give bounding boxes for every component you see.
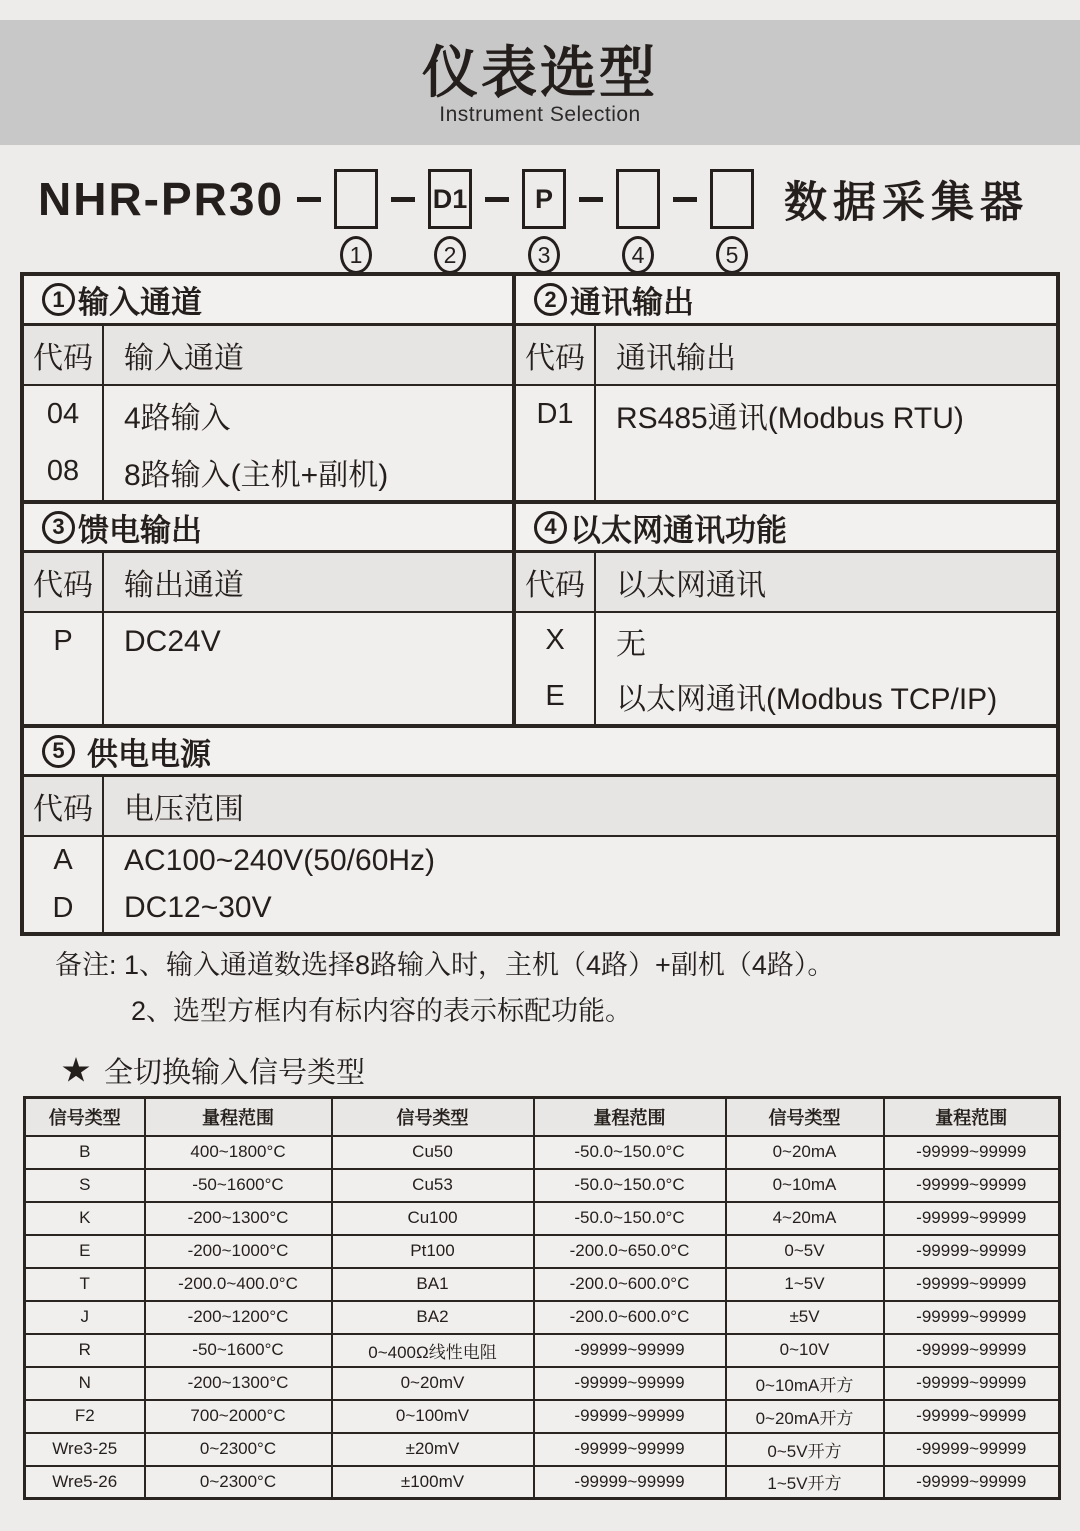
desc-header: 输入通道 (124, 342, 244, 375)
section4-header (516, 553, 1056, 613)
table-cell: R (25, 1334, 145, 1367)
table-cell: 0~20mA (726, 1136, 884, 1169)
model-suffix: 数据采集器 (784, 178, 1030, 227)
table-cell: 0~400Ω线性电阻 (332, 1334, 534, 1367)
table-cell: 4~20mA (726, 1202, 884, 1235)
section1-header (24, 326, 516, 386)
circled-number-5: 5 (716, 236, 748, 274)
table-cell: ±5V (726, 1301, 884, 1334)
table-cell: B (25, 1136, 145, 1169)
table-cell: -99999~99999 (884, 1169, 1060, 1202)
table-cell: -99999~99999 (534, 1400, 726, 1433)
model-box-1 (334, 169, 378, 268)
notes (55, 942, 834, 1034)
section3-title-text: 馈电输出 (78, 512, 202, 548)
dash-separator (485, 197, 509, 202)
model-box-2 (428, 169, 472, 268)
model-box-4 (616, 169, 660, 268)
table-cell: -99999~99999 (884, 1136, 1060, 1169)
dash-separator (673, 197, 697, 202)
section5-data (24, 837, 1056, 932)
section3-data (24, 613, 516, 728)
desc-value: DC24V (124, 624, 221, 658)
section2-title (516, 276, 1056, 326)
table-row (25, 1202, 1060, 1235)
code-value: A (53, 844, 73, 877)
dash-separator (391, 197, 415, 202)
page-title: 仪表选型 (422, 41, 658, 104)
circled-number-1: 1 (340, 236, 372, 274)
circled-number-3: 3 (528, 236, 560, 274)
section2-header (516, 326, 1056, 386)
column-header: 量程范围 (884, 1098, 1060, 1136)
table-cell: 0~2300°C (145, 1433, 332, 1466)
header-banner (0, 20, 1080, 145)
circled-number-icon: 4 (534, 511, 567, 544)
table-cell: N (25, 1367, 145, 1400)
table-cell: -200.0~600.0°C (534, 1301, 726, 1334)
code-value: P (53, 625, 73, 657)
table-cell: -99999~99999 (884, 1301, 1060, 1334)
section5-title-text: 供电电源 (87, 736, 211, 772)
desc-column (104, 837, 1056, 932)
code-value: D1 (536, 398, 574, 430)
table-cell: ±100mV (332, 1466, 534, 1499)
table-cell: -50.0~150.0°C (534, 1202, 726, 1235)
code-column (24, 837, 104, 932)
table-cell: K (25, 1202, 145, 1235)
desc-column (596, 613, 1056, 724)
table-row (25, 1235, 1060, 1268)
model-prefix: NHR-PR30 (38, 173, 285, 225)
table-cell: 0~10V (726, 1334, 884, 1367)
table-cell: 0~5V (726, 1235, 884, 1268)
desc-header: 电压范围 (124, 793, 244, 826)
model-box-5 (710, 169, 754, 268)
section1-title (24, 276, 516, 326)
table-cell: -200.0~400.0°C (145, 1268, 332, 1301)
circled-number-icon: 5 (42, 735, 75, 768)
signal-table-body (25, 1136, 1060, 1499)
table-cell: -99999~99999 (884, 1367, 1060, 1400)
table-cell: -50.0~150.0°C (534, 1136, 726, 1169)
signal-types-table (23, 1096, 1061, 1500)
circled-number-icon: 1 (42, 283, 75, 316)
table-cell: 0~20mA开方 (726, 1400, 884, 1433)
table-cell: Cu100 (332, 1202, 534, 1235)
desc-value: 4路输入 (124, 401, 231, 435)
table-cell: -200.0~650.0°C (534, 1235, 726, 1268)
code-value: D (52, 891, 74, 924)
table-cell: -50~1600°C (145, 1169, 332, 1202)
table-cell: -50~1600°C (145, 1334, 332, 1367)
desc-value: 以太网通讯(Modbus TCP/IP) (616, 683, 998, 717)
desc-value: RS485通讯(Modbus RTU) (616, 401, 964, 435)
table-cell: Pt100 (332, 1235, 534, 1268)
table-cell: 0~10mA (726, 1169, 884, 1202)
table-cell: -99999~99999 (884, 1400, 1060, 1433)
circled-number-4: 4 (622, 236, 654, 274)
section5-header (24, 777, 1056, 837)
note-line-1: 备注: 1、输入通道数选择8路输入时，主机（4路）+副机（4路）。 (55, 950, 835, 980)
table-cell: -200~1300°C (145, 1202, 332, 1235)
desc-header: 通讯输出 (616, 342, 736, 375)
table-cell: Cu53 (332, 1169, 534, 1202)
note-line-2: 2、选型方框内有标内容的表示标配功能。 (131, 996, 633, 1026)
table-header-row (25, 1098, 1060, 1136)
desc-value: 无 (616, 627, 646, 661)
code-value: 08 (46, 455, 80, 487)
code-header: 代码 (516, 553, 596, 611)
section3-header (24, 553, 516, 613)
table-row (25, 1136, 1060, 1169)
table-cell: -200~1000°C (145, 1235, 332, 1268)
table-row (25, 1367, 1060, 1400)
section1-title-text: 输入通道 (78, 285, 202, 320)
desc-header: 输出通道 (124, 569, 244, 602)
table-cell: J (25, 1301, 145, 1334)
table-cell: -200.0~600.0°C (534, 1268, 726, 1301)
circled-number-2: 2 (434, 236, 466, 274)
table-cell: S (25, 1169, 145, 1202)
section4-title (516, 504, 1056, 553)
table-cell: 700~2000°C (145, 1400, 332, 1433)
table-row (25, 1433, 1060, 1466)
circled-number-icon: 3 (42, 511, 75, 544)
column-header: 量程范围 (534, 1098, 726, 1136)
table-cell: 0~2300°C (145, 1466, 332, 1499)
table-row (25, 1301, 1060, 1334)
section3-title (24, 504, 516, 553)
table-cell: -99999~99999 (884, 1334, 1060, 1367)
section1-data (24, 386, 516, 504)
page-subtitle: Instrument Selection (439, 103, 641, 126)
code-header: 代码 (24, 553, 104, 611)
table-cell: T (25, 1268, 145, 1301)
section2-title-text: 通讯输出 (570, 285, 694, 320)
column-header: 量程范围 (145, 1098, 332, 1136)
table-cell: Wre3-25 (25, 1433, 145, 1466)
table-cell: -99999~99999 (534, 1367, 726, 1400)
star-icon (62, 1057, 90, 1084)
code-header: 代码 (516, 326, 596, 384)
circled-number-icon: 2 (534, 283, 567, 316)
table-cell: BA1 (332, 1268, 534, 1301)
desc-column (104, 613, 512, 724)
code-column (516, 613, 596, 724)
desc-header: 以太网通讯 (616, 569, 766, 602)
table-cell: -200~1300°C (145, 1367, 332, 1400)
code-column (24, 613, 104, 724)
table-cell: ±20mV (332, 1433, 534, 1466)
table-cell: 0~100mV (332, 1400, 534, 1433)
desc-value: AC100~240V(50/60Hz) (124, 843, 436, 877)
table-cell: 1~5V (726, 1268, 884, 1301)
column-header: 信号类型 (25, 1098, 145, 1136)
table-cell: 0~10mA开方 (726, 1367, 884, 1400)
section2-data (516, 386, 1056, 504)
table-cell: -99999~99999 (534, 1466, 726, 1499)
table-cell: 1~5V开方 (726, 1466, 884, 1499)
model-box-2-value: D1 (432, 183, 468, 214)
table-cell: E (25, 1235, 145, 1268)
model-box-3 (522, 169, 566, 268)
table-row (25, 1466, 1060, 1499)
code-value: X (545, 624, 565, 657)
desc-value: 8路输入(主机+副机) (124, 458, 389, 492)
column-header: 信号类型 (332, 1098, 534, 1136)
table-cell: -99999~99999 (534, 1334, 726, 1367)
table-cell: 0~20mV (332, 1367, 534, 1400)
code-value: E (545, 679, 565, 712)
model-box-3-value: P (535, 183, 554, 214)
section4-data (516, 613, 1056, 728)
table-cell: -99999~99999 (884, 1466, 1060, 1499)
table-cell: -99999~99999 (884, 1202, 1060, 1235)
signal-types-heading (62, 1050, 365, 1091)
table-cell: 400~1800°C (145, 1136, 332, 1169)
table-cell: -99999~99999 (884, 1235, 1060, 1268)
table-row (25, 1400, 1060, 1433)
table-cell: -200~1200°C (145, 1301, 332, 1334)
code-value: 04 (46, 398, 80, 430)
table-cell: -50.0~150.0°C (534, 1169, 726, 1202)
table-cell: -99999~99999 (884, 1268, 1060, 1301)
table-cell: Wre5-26 (25, 1466, 145, 1499)
table-cell: BA2 (332, 1301, 534, 1334)
section4-title-text: 以太网通讯功能 (570, 512, 787, 548)
code-column (516, 386, 596, 500)
table-cell: -99999~99999 (534, 1433, 726, 1466)
table-row (25, 1268, 1060, 1301)
section5-title (24, 728, 1056, 777)
table-row (25, 1169, 1060, 1202)
desc-column (104, 386, 512, 500)
table-cell: F2 (25, 1400, 145, 1433)
code-header: 代码 (24, 326, 104, 384)
column-header: 信号类型 (726, 1098, 884, 1136)
signal-types-heading-text: 全切换输入信号类型 (104, 1057, 366, 1089)
code-header: 代码 (24, 777, 104, 835)
desc-column (596, 386, 1056, 500)
selection-table (20, 272, 1060, 936)
table-cell: Cu50 (332, 1136, 534, 1169)
table-cell: 0~5V开方 (726, 1433, 884, 1466)
model-code-row (38, 167, 1030, 268)
dash-separator (579, 197, 603, 202)
table-row (25, 1334, 1060, 1367)
desc-value: DC12~30V (124, 891, 272, 925)
table-cell: -99999~99999 (884, 1433, 1060, 1466)
dash-separator (297, 197, 321, 202)
code-column (24, 386, 104, 500)
